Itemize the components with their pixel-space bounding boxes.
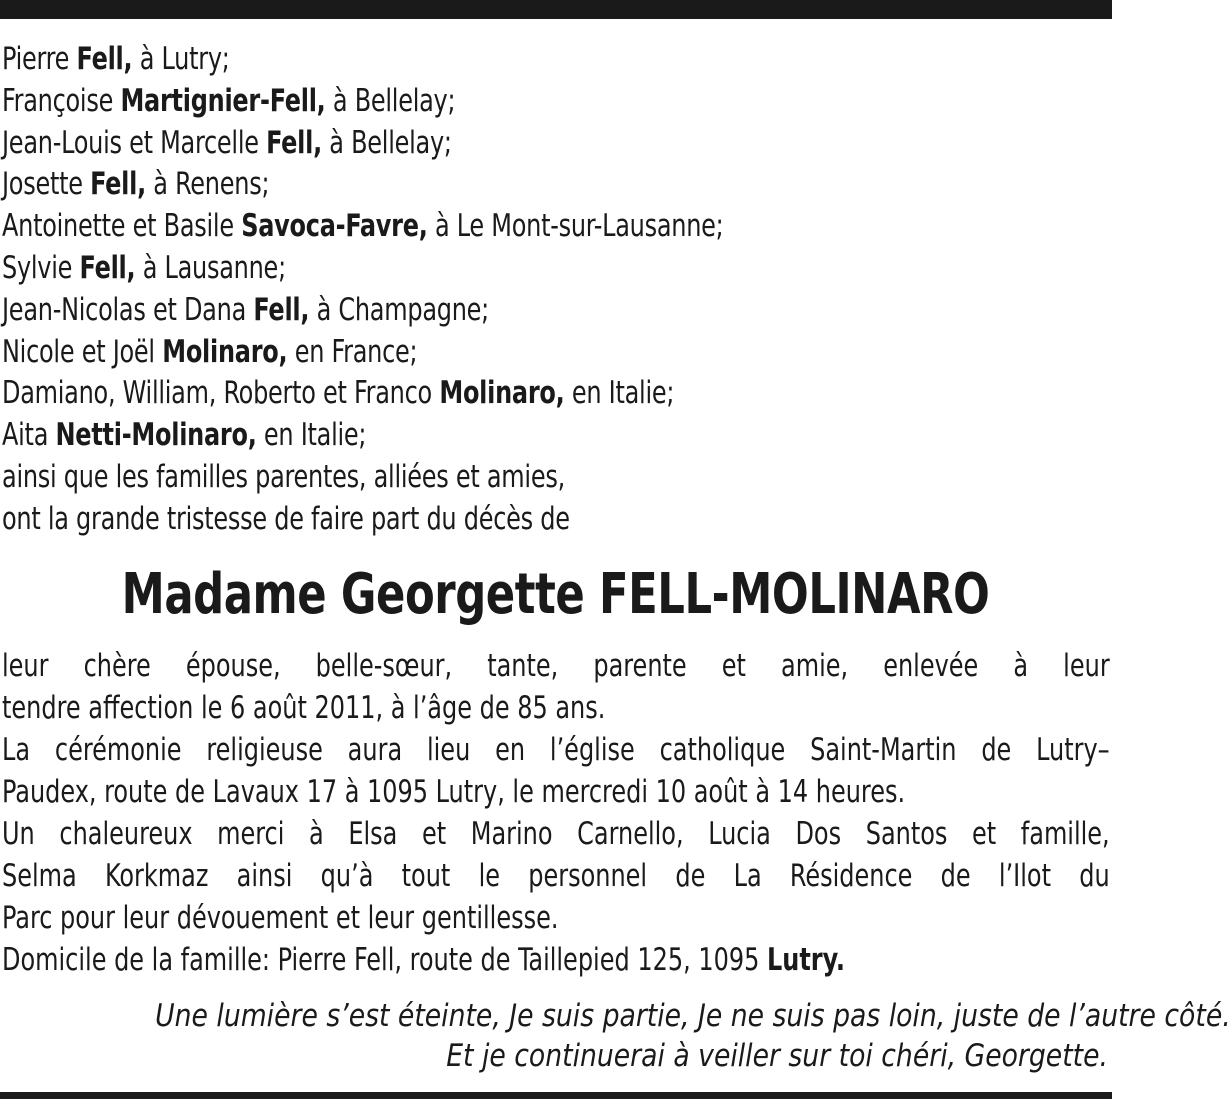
- body-line: La cérémonie religieuse aura lieu en l’église catholique Saint-Martin de Lutry–: [2, 732, 1110, 768]
- deceased-name-heading: [0, 560, 1112, 630]
- family-line: Damiano, William, Roberto et Franco Molinaro, en Italie;: [2, 375, 675, 412]
- family-line: Sylvie Fell, à Lausanne;: [2, 249, 286, 286]
- family-line: Jean-Nicolas et Dana Fell, à Champagne;: [2, 291, 490, 328]
- family-line: Antoinette et Basile Savoca-Favre, à Le Mont-sur-Lausanne;: [2, 208, 724, 245]
- address-city: Lutry.: [766, 942, 845, 978]
- body-line: Parc pour leur dévouement et leur gentillesse.: [2, 900, 559, 936]
- deceased-name: Madame Georgette FELL-MOLINARO: [122, 562, 990, 627]
- obituary-body: [2, 645, 1110, 981]
- closing-poem: [0, 996, 1231, 1076]
- top-rule: [0, 0, 1112, 19]
- family-address-line: Domicile de la famille: Pierre Fell, route de Taillepied 125, 1095 Lutry.: [2, 942, 845, 978]
- family-list: [2, 39, 955, 541]
- poem-line: Une lumière s’est éteinte, Je suis partie, Je ne suis pas loin, juste de l’autre côté.: [155, 998, 1231, 1034]
- body-line: Paudex, route de Lavaux 17 à 1095 Lutry, le mercredi 10 août à 14 heures.: [2, 774, 906, 810]
- body-line: leur chère épouse, belle-sœur, tante, parente et amie, enlevée à leur: [2, 648, 1110, 684]
- family-line: Josette Fell, à Renens;: [2, 166, 270, 203]
- body-line: Un chaleureux merci à Elsa et Marino Carnello, Lucia Dos Santos et famille,: [2, 816, 1110, 852]
- body-line: tendre affection le 6 août 2011, à l’âge de 85 ans.: [2, 690, 606, 726]
- body-line: Selma Korkmaz ainsi qu’à tout le personnel de La Résidence de l’Ilot du: [2, 858, 1110, 894]
- family-line: Nicole et Joël Molinaro, en France;: [2, 333, 418, 370]
- family-line: Aita Netti-Molinaro, en Italie;: [2, 417, 367, 454]
- poem-line: Et je continuerai à veiller sur toi chéri, Georgette.: [446, 1038, 1108, 1074]
- family-line: Pierre Fell, à Lutry;: [2, 41, 230, 77]
- family-closing-line: ainsi que les familles parentes, alliées et amies,: [2, 458, 565, 495]
- family-line: Françoise Martignier-Fell, à Bellelay;: [2, 82, 456, 119]
- family-closing-line: ont la grande tristesse de faire part du décès de: [2, 500, 570, 537]
- bottom-rule: [0, 1092, 1112, 1099]
- family-line: Jean-Louis et Marcelle Fell, à Bellelay;: [2, 124, 452, 161]
